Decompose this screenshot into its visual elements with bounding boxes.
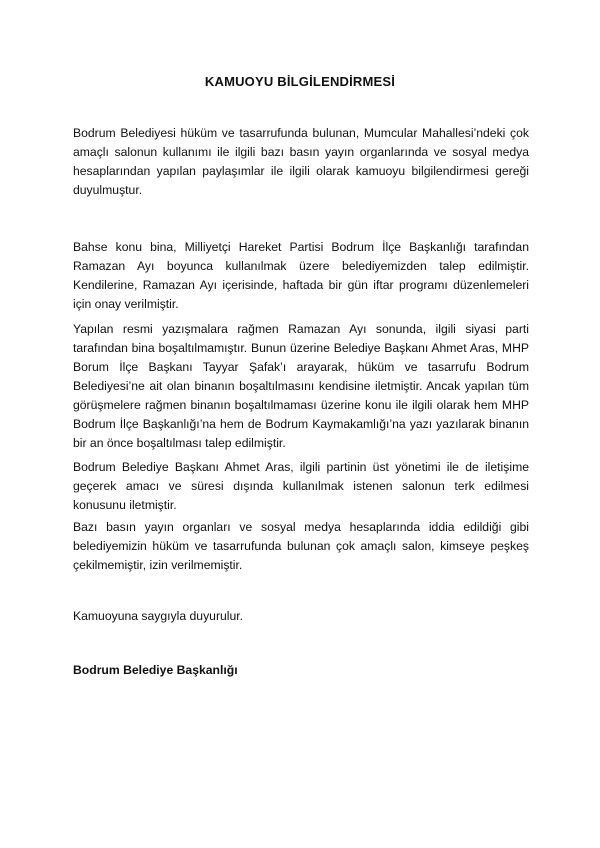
paragraph-clarification: Bazı basın yayın organları ve sosyal medya hesaplarında iddia edildiği gibi belediyemizin hüküm ve tasarrufunda bulunan çok amaçlı salon, kimseye peşkeş çekilmemiştir, izin verilmemiştir. — [73, 520, 529, 572]
paragraph-mayor-contact: Bodrum Belediye Başkanı Ahmet Aras, ilgili partinin üst yönetimi ile de iletişime geçerek amacı ve süresi dışında kullanılmak istenen salonun terk edilmesi konusunu iletmiştir. — [73, 460, 529, 512]
closing-line: Kamuoyuna saygıyla duyurulur. — [73, 609, 244, 623]
paragraph-building-request: Bahse konu bina, Milliyetçi Hareket Partisi Bodrum İlçe Başkanlığı tarafından Ramazan Ayı boyunca kullanılmak üzere belediyemizden talep edilmiştir. Kendilerine, Ramazan Ayı içerisinde, haftada bir gün iftar programı düzenlemeleri için onay verilmiştir. — [73, 240, 529, 311]
paragraph-evacuation-request: Yapılan resmi yazışmalara rağmen Ramazan Ayı sonunda, ilgili siyasi parti tarafından bina boşaltılmamıştır. Bunun üzerine Belediye Başkanı Ahmet Aras, MHP Borum İlçe Başkanı Tayyar Şafak’ı arayarak, hüküm ve tasarrufu Bodrum Belediyesi’ne ait olan binanın boşaltılmasını kendisine iletmiştir. Ancak yapılan tüm görüşmelere rağmen binanın boşaltılmaması üzerine konu ile ilgili olarak hem MHP Bodrum İlçe Başkanlığı’na hem de Bodrum Kaymakamlığı’na yazı yazılarak binanın bir an önce boşaltılması talep edilmiştir. — [73, 322, 529, 450]
document-title: KAMUOYU BİLGİLENDİRMESİ — [204, 74, 396, 89]
signature: Bodrum Belediye Başkanlığı — [73, 663, 238, 677]
paragraph-intro: Bodrum Belediyesi hüküm ve tasarrufunda bulunan, Mumcular Mahallesi’ndeki çok amaçlı salonun kullanımı ile ilgili bazı basın yayın organlarında ve sosyal medya hesaplarından yapılan paylaşımlar ile ilgili olarak kamuoyu bilgilendirmesi gereği duyulmuştur. — [73, 126, 529, 197]
